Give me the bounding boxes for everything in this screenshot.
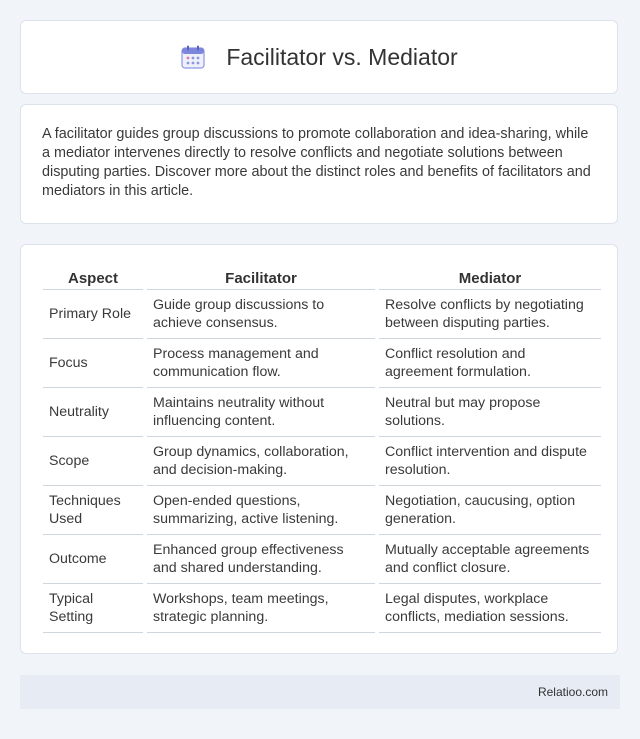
- row-mediator: Legal disputes, workplace conflicts, mediation sessions.: [379, 584, 601, 633]
- row-aspect: Focus: [43, 339, 143, 388]
- row-mediator: Negotiation, caucusing, option generation.: [379, 486, 601, 535]
- row-aspect: Scope: [43, 437, 143, 486]
- row-mediator: Conflict resolution and agreement formulation.: [379, 339, 601, 388]
- header-facilitator: Facilitator: [147, 263, 375, 290]
- row-aspect: Outcome: [43, 535, 143, 584]
- row-facilitator: Group dynamics, collaboration, and decision-making.: [147, 437, 375, 486]
- table-row: [43, 535, 601, 584]
- page-title: Facilitator vs. Mediator: [226, 43, 458, 70]
- intro-card: [20, 104, 618, 224]
- header-aspect: Aspect: [43, 263, 143, 290]
- table-row: [43, 584, 601, 633]
- row-aspect: Techniques Used: [43, 486, 143, 535]
- intro-paragraph: A facilitator guides group discussions to promote collaboration and idea-sharing, while a mediator intervenes directly to resolve conflicts and negotiate solutions between disputing parties. Discover more about the distinct roles and benefits of facilitators and mediators in this article.: [42, 126, 591, 199]
- footer: [20, 675, 620, 709]
- row-mediator: Neutral but may propose solutions.: [379, 388, 601, 437]
- row-aspect: Primary Role: [43, 290, 143, 339]
- title-wrap: [180, 44, 457, 71]
- comparison-table: [39, 263, 605, 633]
- row-aspect: Typical Setting: [43, 584, 143, 633]
- row-facilitator: Workshops, team meetings, strategic planning.: [147, 584, 375, 633]
- table-header-row: [43, 263, 601, 290]
- row-facilitator: Guide group discussions to achieve consensus.: [147, 290, 375, 339]
- table-row: [43, 388, 601, 437]
- table-row: [43, 339, 601, 388]
- row-facilitator: Open-ended questions, summarizing, active listening.: [147, 486, 375, 535]
- table-row: [43, 290, 601, 339]
- table-row: [43, 486, 601, 535]
- header-mediator: Mediator: [379, 263, 601, 290]
- row-mediator: Mutually acceptable agreements and conflict closure.: [379, 535, 601, 584]
- row-mediator: Conflict intervention and dispute resolution.: [379, 437, 601, 486]
- title-card: [20, 20, 618, 94]
- calendar-icon: [180, 44, 206, 70]
- row-facilitator: Process management and communication flow.: [147, 339, 375, 388]
- row-mediator: Resolve conflicts by negotiating between disputing parties.: [379, 290, 601, 339]
- row-facilitator: Maintains neutrality without influencing content.: [147, 388, 375, 437]
- table-row: [43, 437, 601, 486]
- comparison-card: [20, 244, 618, 654]
- row-aspect: Neutrality: [43, 388, 143, 437]
- row-facilitator: Enhanced group effectiveness and shared understanding.: [147, 535, 375, 584]
- footer-brand: Relatioo.com: [537, 685, 608, 699]
